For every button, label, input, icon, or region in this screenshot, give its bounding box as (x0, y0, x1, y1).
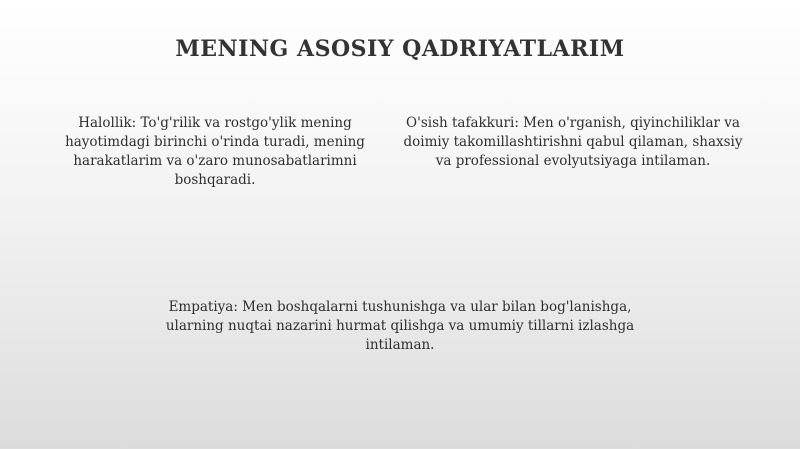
value-honesty-text: Halollik: To'g'rilik va rostgo'ylik mening hayotimdagi birinchi o'rinda turadi, mening harakatlarim va o'zaro munosabatlarimni boshqaradi. (65, 115, 365, 188)
value-growth-mindset-text: O'sish tafakkuri: Men o'rganish, qiyinchiliklar va doimiy takomillashtirishni qabul qilaman, shaxsiy va professional evolyutsiyaga intilaman. (403, 115, 743, 169)
slide-title: MENING ASOSIY QADRIYATLARIM (175, 36, 625, 62)
value-empathy-text: Empatiya: Men boshqalarni tushunishga va ular bilan bog'lanishga, ularning nuqtai nazarini hurmat qilishga va umumiy tillarni izlashga intilaman. (165, 299, 635, 353)
